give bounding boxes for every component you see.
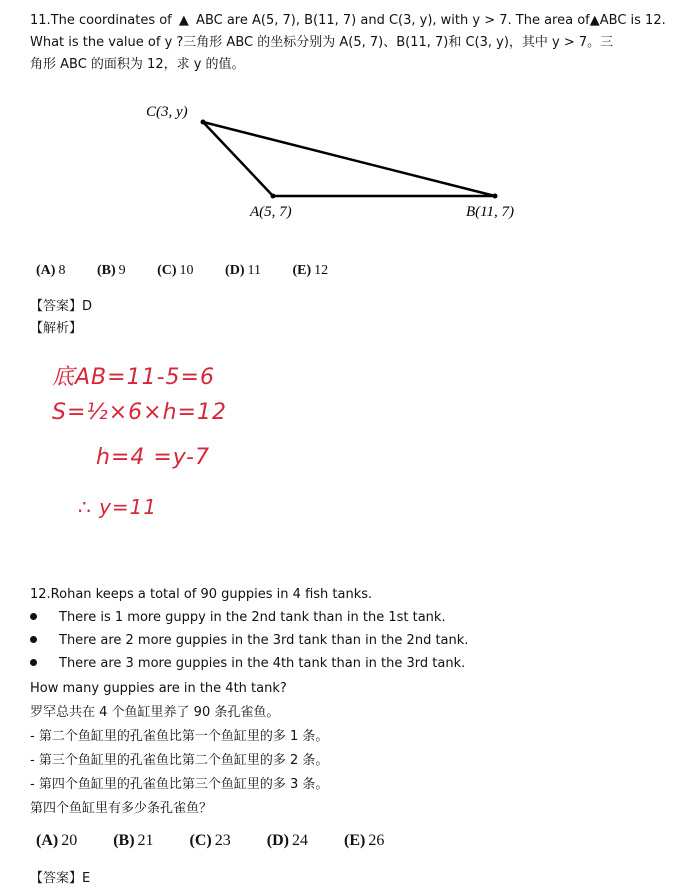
q11-statement-line-2: What is the value of y ?三角形 ABC 的坐标分别为 A(5, 7)、B(11, 7)和 C(3, y)，其中 y > 7。三 xyxy=(30,35,614,50)
triangle-figure xyxy=(0,0,673,240)
q12-bullet-2: There are 2 more guppies in the 3rd tank than in the 2nd tank. xyxy=(30,633,468,648)
vertex-c xyxy=(201,120,206,125)
vertex-b xyxy=(493,194,498,199)
q12-choice-c[interactable]: (C) 23 xyxy=(189,832,231,849)
answer-value: E xyxy=(82,871,91,886)
handwriting-line-3: h=4 =y-7 xyxy=(96,445,210,470)
q11-choice-a[interactable]: (A) 8 xyxy=(36,263,66,278)
bullet-dot-icon xyxy=(30,636,37,643)
bullet-dot-icon xyxy=(30,659,37,666)
q11-text-c: ABC is 12. xyxy=(599,13,666,28)
q12-choices xyxy=(36,832,412,850)
handwriting-line-2: S=½×6×h=12 xyxy=(52,400,227,425)
bullet-dot-icon xyxy=(30,613,37,620)
answer-label: 【答案】 xyxy=(30,871,83,886)
q12-choice-b[interactable]: (B) 21 xyxy=(113,832,154,849)
vertex-a xyxy=(271,194,276,199)
q12-bullet-3: There are 3 more guppies in the 4th tank than in the 3rd tank. xyxy=(30,656,465,671)
q11-text-b: ABC are A(5, 7), B(11, 7) and C(3, y), with y > 7. The area of xyxy=(196,13,590,28)
q11-choice-d[interactable]: (D) 11 xyxy=(225,263,261,278)
q11-choice-c[interactable]: (C) 10 xyxy=(157,263,194,278)
q11-choice-e[interactable]: (E) 12 xyxy=(292,263,329,278)
label-c: C(3, y) xyxy=(146,104,188,120)
triangle-icon: ▲ xyxy=(178,13,189,28)
label-b: B(11, 7) xyxy=(466,204,515,220)
q12-cn-line-4: - 第四个鱼缸里的孔雀鱼比第三个鱼缸里的多 3 条。 xyxy=(30,777,329,792)
q12-bullet-1: There is 1 more guppy in the 2nd tank than in the 1st tank. xyxy=(30,610,446,625)
q12-answer xyxy=(30,870,90,888)
q11-text-a: 11.The coordinates of xyxy=(30,13,172,28)
triangle-icon: ▲ xyxy=(589,13,600,28)
q11-analysis-label: 【解析】 xyxy=(30,321,83,336)
q12-statement: 12.Rohan keeps a total of 90 guppies in 4 fish tanks. xyxy=(30,587,373,602)
triangle-abc xyxy=(203,122,495,196)
handwriting-line-4: ∴ y=11 xyxy=(78,495,158,519)
q12-choice-a[interactable]: (A) 20 xyxy=(36,832,78,849)
q11-answer xyxy=(30,298,92,316)
q11-choices xyxy=(36,263,356,279)
q12-cn-line-3: - 第三个鱼缸里的孔雀鱼比第二个鱼缸里的多 2 条。 xyxy=(30,753,329,768)
q11-choice-b[interactable]: (B) 9 xyxy=(96,263,126,278)
q12-cn-line-2: - 第二个鱼缸里的孔雀鱼比第一个鱼缸里的多 1 条。 xyxy=(30,729,329,744)
q12-cn-line-1: 罗罕总共在 4 个鱼缸里养了 90 条孔雀鱼。 xyxy=(30,705,280,720)
q12-choice-d[interactable]: (D) 24 xyxy=(266,832,308,849)
handwriting-line-1: 底AB=11-5=6 xyxy=(52,365,215,390)
answer-label: 【答案】 xyxy=(30,299,83,314)
q11-statement-line-3: 角形 ABC 的面积为 12，求 y 的值。 xyxy=(30,57,245,72)
answer-value: D xyxy=(82,299,93,314)
q12-cn-line-5: 第四个鱼缸里有多少条孔雀鱼？ xyxy=(30,801,213,816)
q12-choice-e[interactable]: (E) 26 xyxy=(343,832,385,849)
label-a: A(5, 7) xyxy=(250,204,292,220)
q12-question: How many guppies are in the 4th tank? xyxy=(30,681,287,696)
